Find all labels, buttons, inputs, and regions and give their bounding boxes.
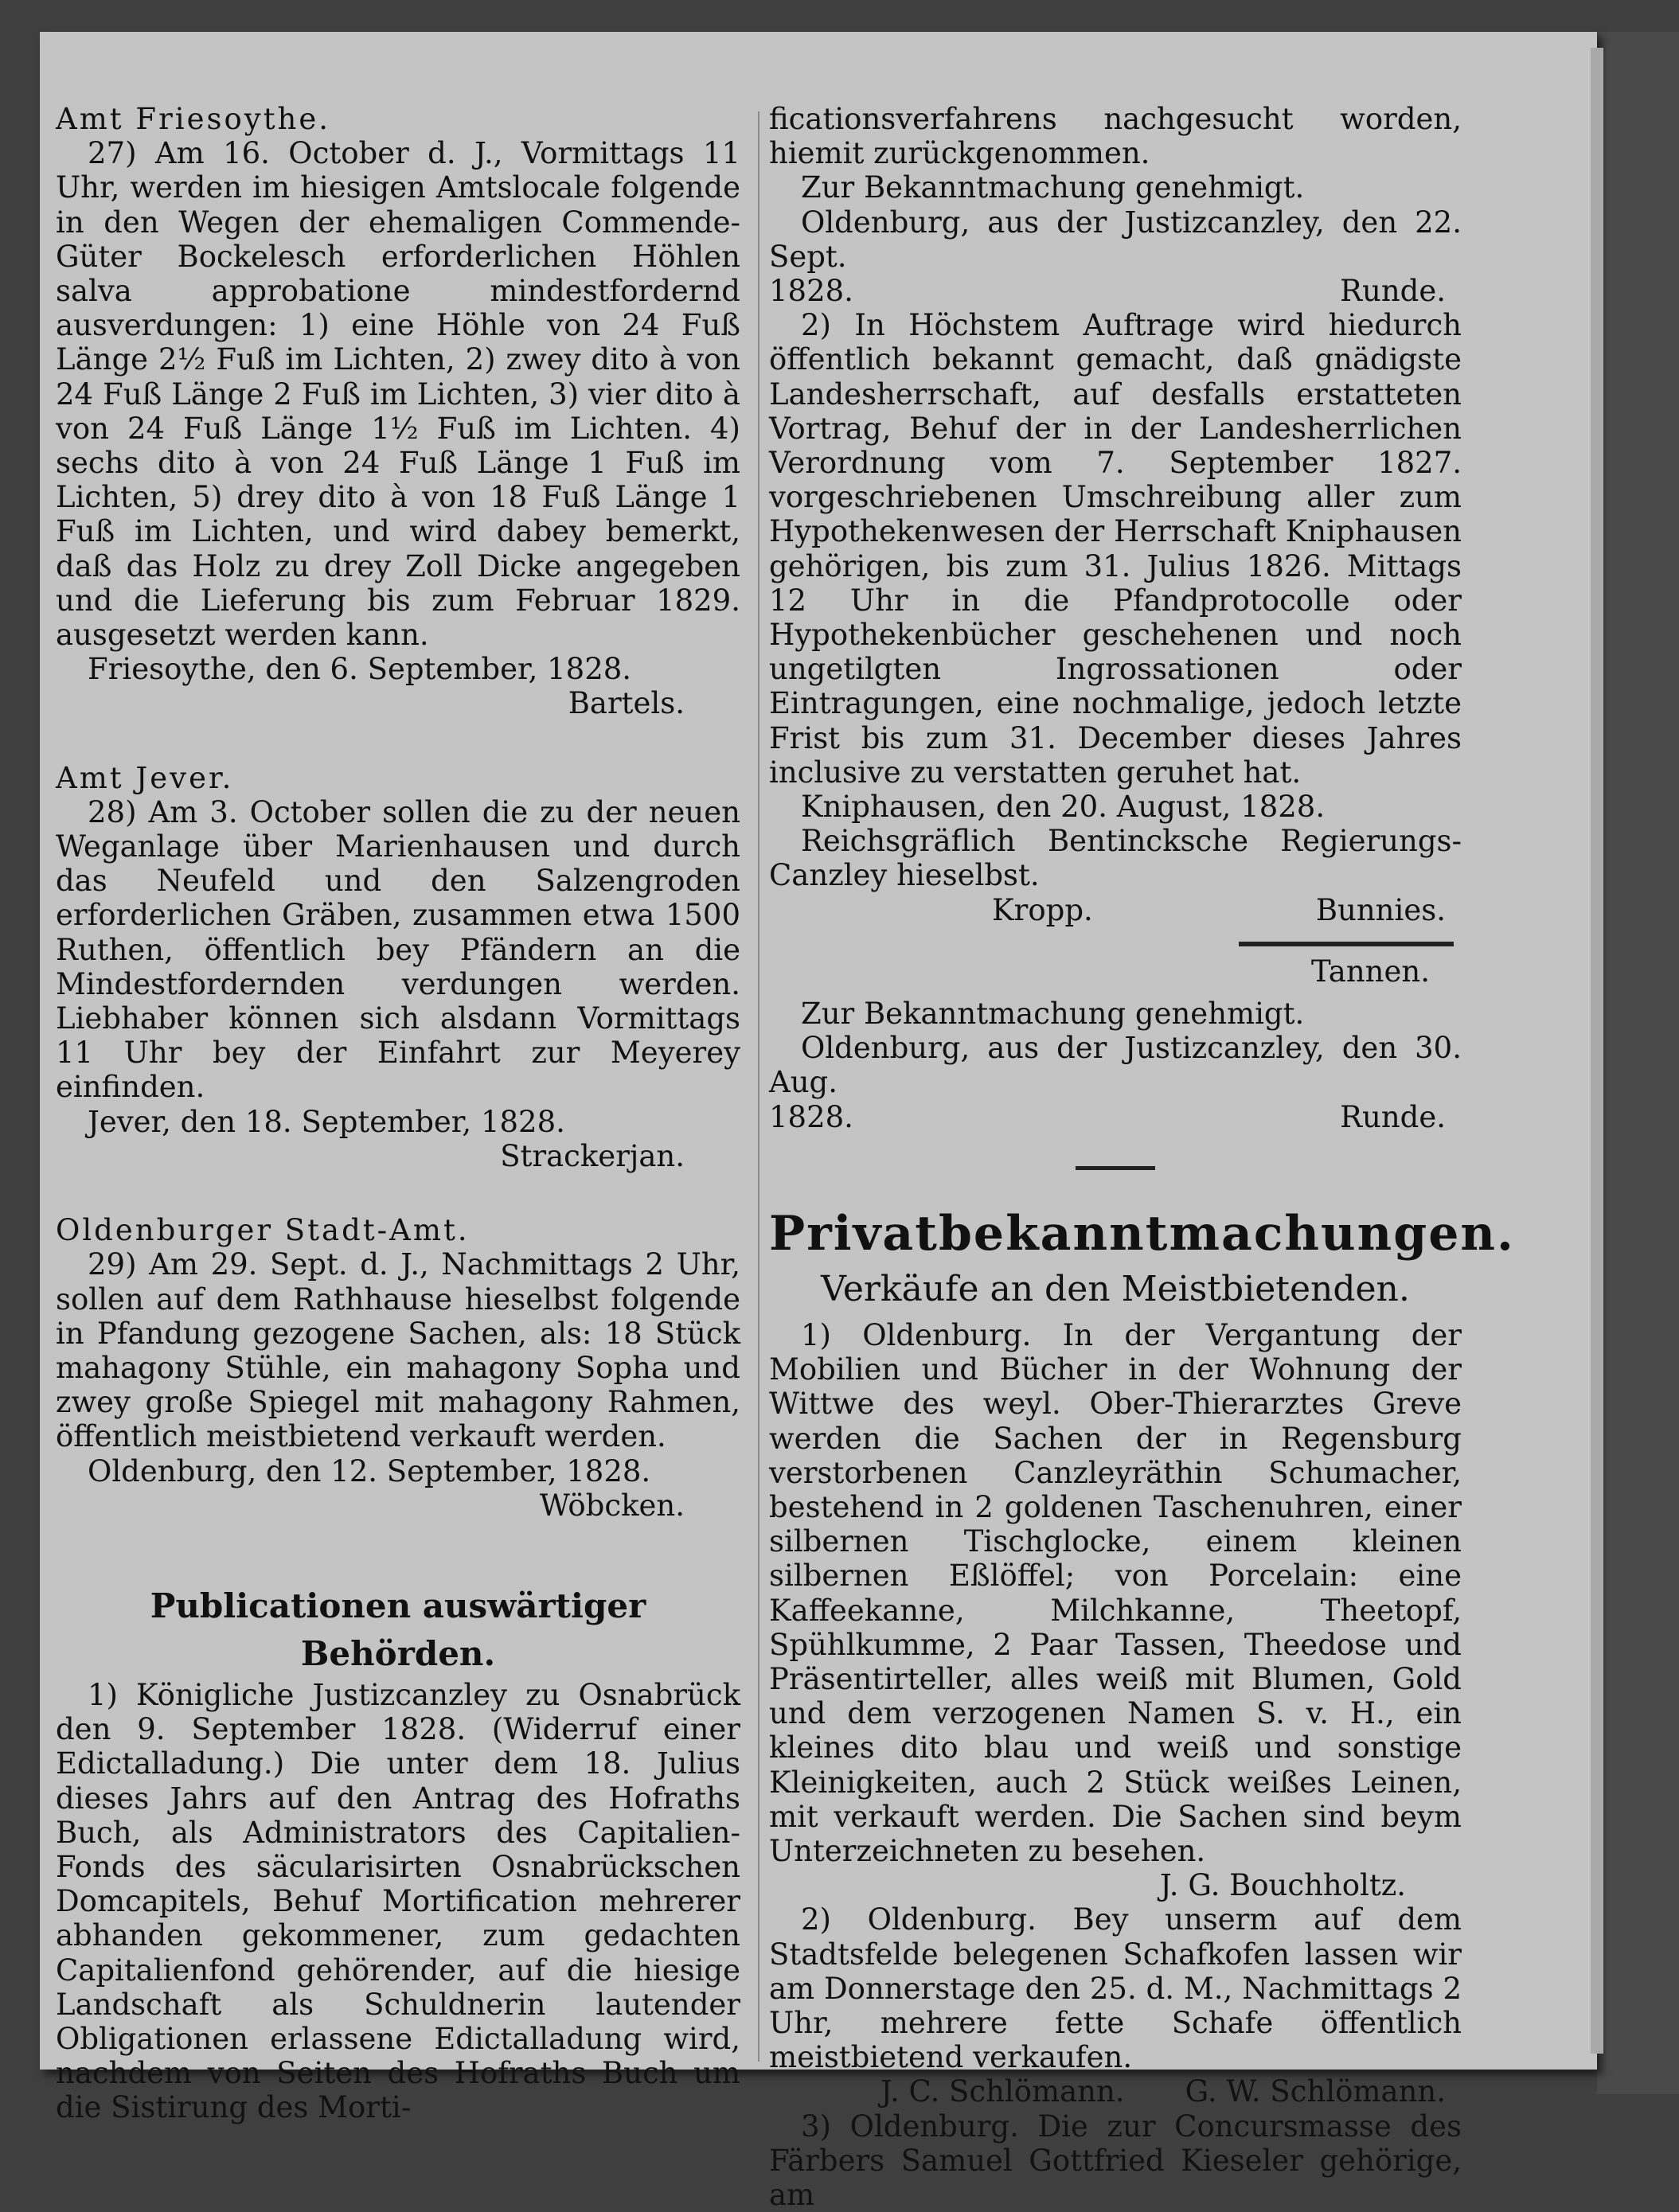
publication-2-signer-bunnies: Bunnies. — [1315, 892, 1446, 927]
publication-2-authority: Reichsgräflich Bentincksche Regierungs-Canzley hieselbst. — [769, 824, 1462, 893]
approval-2-signer: Runde. — [1340, 1099, 1446, 1134]
notice-28-dateline: Jever, den 18. September, 1828. — [88, 1104, 565, 1139]
notice-27-signature: Bartels. — [568, 686, 685, 721]
right-column — [769, 102, 1515, 2212]
sale-2-text: 2) Oldenburg. Bey unserm auf dem Stadtsfelde belegenen Schafkofen lassen wir am Donnerstage den 25. d. M., Nachmittags 2 Uhr, mehrere fette Schafe öffentlich meistbietend verkaufen. — [769, 1902, 1462, 2075]
approval-1-year: 1828. — [769, 274, 853, 309]
approval-1-signer: Runde. — [1340, 274, 1446, 309]
notice-27-text: 27) Am 16. October d. J., Vormittags 11 Uhr, werden im hiesigen Amtslocale folgende in den Wegen der ehemaligen Commende-Güter Bockelesch erforderlichen Höhlen salva approbatione mindestfordernd ausverdungen: 1) eine Höhle von 24 Fuß Länge 2½ Fuß im Lichten, 2) zwey dito à von 24 Fuß Länge 2 Fuß im Lichten, 3) vier dito à von 24 Fuß Länge 1½ Fuß im Lichten. 4) sechs dito à von 24 Fuß Länge 1 Fuß im Lichten, 5) drey dito à von 18 Fuß Länge 1 Fuß im Lichten, und wird dabey bemerkt, daß das Holz zu drey Zoll Dicke angegeben und die Lieferung bis zum Februar 1829. ausgesetzt werden kann. — [56, 136, 740, 653]
sale-2-signer-g-w: G. W. Schlömann. — [1185, 2074, 1446, 2109]
publication-2-signers — [769, 893, 1462, 927]
approval-2-dateline: Oldenburg, aus der Justizcanzley, den 30. Aug. — [769, 1031, 1462, 1100]
signature-rule — [1239, 942, 1454, 946]
sale-2-signer-j-c: J. C. Schlömann. — [880, 2074, 1125, 2109]
approval-1-dateline: Oldenburg, aus der Justizcanzley, den 22. Sept. — [769, 205, 1462, 274]
publication-2-text: 2) In Höchstem Auftrage wird hiedurch öffentlich bekannt gemacht, daß gnädigste Landesherrschaft, auf desfalls erstatteten Vortrag, Behuf der in der Landesherrlichen Verordnung vom 7. September 1827. vorgeschriebenen Umschreibung aller zum Hypothekenwesen der Herrschaft Kniphausen gehörigen, bis zum 31. Julius 1826. Mittags 12 Uhr in die Pfandprotocolle oder Hypothekenbücher geschehenen und noch ungetilgten Ingrossationen oder Eintragungen, eine nochmalige, jedoch letzte Frist bis zum 31. December dieses Jahres inclusive zu verstatten geruhet hat. — [769, 308, 1462, 790]
section-heading-publications: Publicationen auswärtiger Behörden. — [150, 1586, 646, 1673]
left-column — [56, 102, 740, 2125]
section-heading-stadt-amt: Oldenburger Stadt-Amt. — [56, 1213, 470, 1248]
publication-1-text: 1) Königliche Justizcanzley zu Osnabrück den 9. September 1828. (Widerruf einer Edictalladung.) Die unter dem 18. Julius dieses Jahrs auf den Antrag des Hofraths Buch, als Administrators des Capitalien-Fonds des säcularisirten Osnabrückschen Domcapitels, Behuf Mortification mehrerer abhanden gekommener, zum gedachten Capitalienfond gehörender, auf die hiesige Landschaft als Schuldnerin lautender Obligationen erlassene Edictalladung wird, nachdem von Seiten des Hofraths Buch um die Sistirung des Morti- — [56, 1677, 740, 2125]
notice-28-text: 28) Am 3. October sollen die zu der neuen Weganlage über Marienhausen und durch das Neufeld und den Salzengroden erforderlichen Gräben, zusammen etwa 1500 Ruthen, öffentlich bey Pfändern an die Mindestfordernden verdungen werden. Liebhaber können sich alsdann Vormittags 11 Uhr bey der Einfahrt zur Meyerey einfinden. — [56, 794, 740, 1105]
approval-2: Zur Bekanntmachung genehmigt. — [801, 997, 1305, 1032]
column-divider — [758, 111, 759, 2062]
scan-background-edge — [1597, 32, 1679, 2094]
newspaper-page — [40, 32, 1597, 2212]
approval-1-sign-line — [769, 274, 1462, 308]
publication-2-signer-tannen: Tannen. — [1310, 954, 1430, 989]
notice-29-text: 29) Am 29. Sept. d. J., Nachmittags 2 Uhr, sollen auf dem Rathhause hieselbst folgende in Pfandung gezogene Sachen, als: 18 Stück mahagony Stühle, ein mahagony Sopha und zwey große Spiegel mit mahagony Rahmen, öffentlich meistbietend verkauft werden. — [56, 1247, 740, 1454]
approval-2-year: 1828. — [769, 1099, 853, 1134]
section-heading-private-notices: Privatbekanntmachungen. — [769, 1205, 1515, 1262]
section-heading-amt-friesoythe: Amt Friesoythe. — [56, 102, 331, 136]
notice-29-signature: Wöbcken. — [539, 1488, 685, 1523]
sale-3-text: 3) Oldenburg. Die zur Concursmasse des Färbers Samuel Gottfried Kieseler gehörige, am — [769, 2109, 1462, 2212]
publication-2-dateline: Kniphausen, den 20. August, 1828. — [801, 790, 1326, 825]
sale-1-text: 1) Oldenburg. In der Vergantung der Mobilien und Bücher in der Wohnung der Wittwe des weyl. Ober-Thierarztes Greve werden die Sachen der in Regensburg verstorbenen Canzleyräthin Schumacher, bestehend in 2 goldenen Taschenuhren, einer silbernen Tischglocke, einem kleinen silbernen Eßlöffel; von Porcelain: eine Kaffeekanne, Milchkanne, Theetopf, Spühlkumme, 2 Paar Tassen, Theedose und Präsentirteller, alles weiß mit Blumen, Gold und dem verzogenen Namen S. v. H., ein kleines dito blau und weiß und sonstige Kleinigkeiten, auch 2 Stück weißes Leinen, mit verkauft werden. Die Sachen sind beym Unterzeichneten zu besehen. — [769, 1317, 1462, 1868]
publication-1-continuation: ficationsverfahrens nachgesucht worden, hiemit zurückgenommen. — [769, 102, 1462, 171]
approval-1: Zur Bekanntmachung genehmigt. — [801, 170, 1305, 205]
page-edge-strip — [1591, 48, 1603, 2054]
publication-2-signer-kropp: Kropp. — [992, 892, 1093, 927]
section-separator — [1076, 1166, 1155, 1170]
section-heading-amt-jever: Amt Jever. — [56, 760, 234, 795]
notice-29-dateline: Oldenburg, den 12. September, 1828. — [88, 1453, 651, 1488]
notice-28-signature: Strackerjan. — [500, 1138, 685, 1173]
sale-2-signers — [769, 2074, 1462, 2109]
approval-2-sign-line — [769, 1100, 1462, 1134]
subheading-sales: Verkäufe an den Meistbietenden. — [821, 1268, 1410, 1309]
sale-1-signer: J. G. Bouchholtz. — [1159, 1868, 1406, 1903]
notice-27-dateline: Friesoythe, den 6. September, 1828. — [88, 652, 632, 687]
